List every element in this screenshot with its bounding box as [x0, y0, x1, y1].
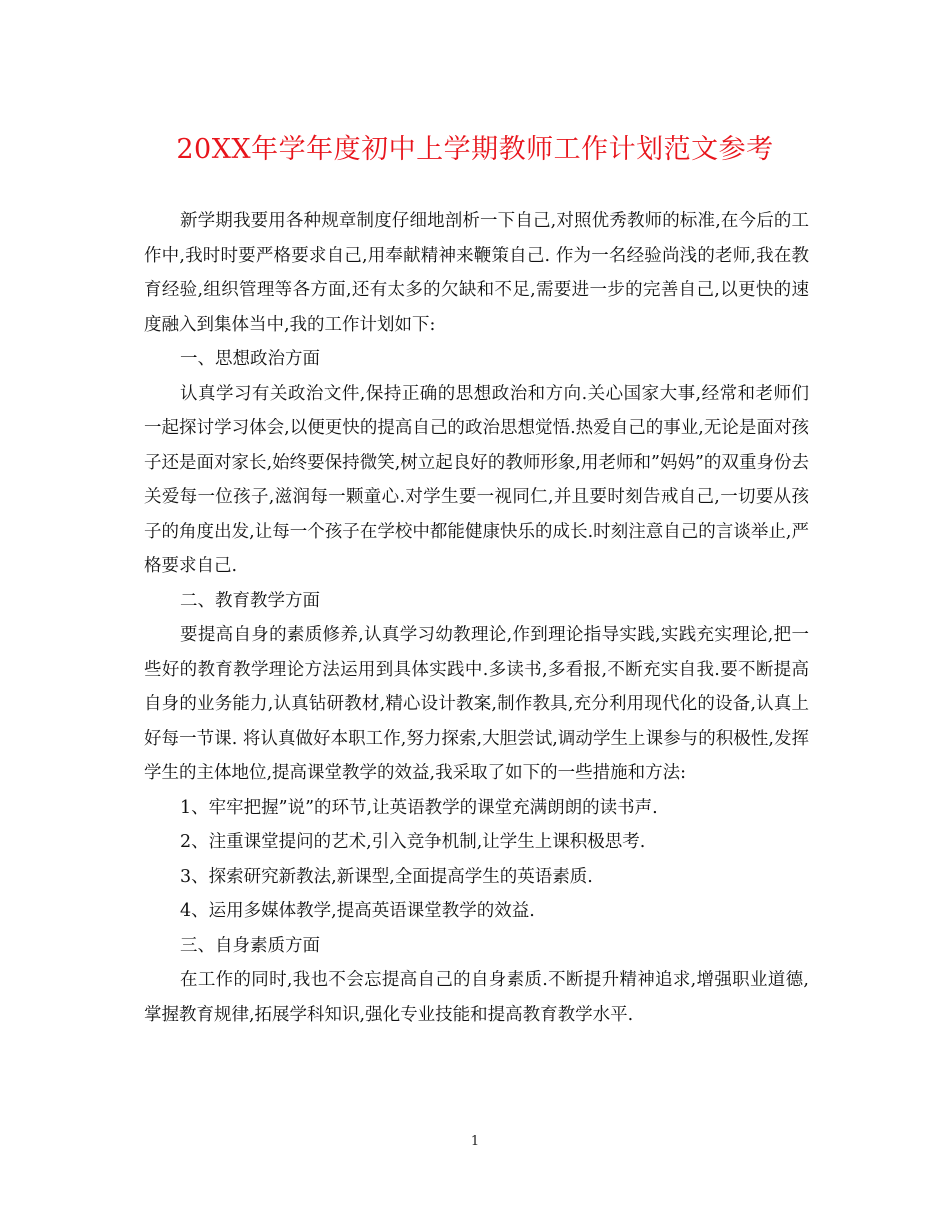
- document-title: 20XX年学年度初中上学期教师工作计划范文参考: [176, 134, 774, 165]
- list-item-1: 1、牢牢把握”说”的环节,让英语教学的课堂充满朗朗的读书声.: [180, 797, 658, 818]
- list-item-4: 4、运用多媒体教学,提高英语课堂教学的效益.: [180, 901, 535, 921]
- list-item-3: 3、探索研究新教法,新课型,全面提高学生的英语素质.: [180, 866, 593, 887]
- paragraph-self: 在工作的同时,我也不会忘提高自己的自身素质.不断提升精神追求,增强职业道德,掌握教育规律,拓展学科知识,强化专业技能和提高教育教学水平.: [144, 970, 809, 1025]
- section-heading-political: 一、思想政治方面: [180, 349, 320, 369]
- paragraph-political: 认真学习有关政治文件,保持正确的思想政治和方向.关心国家大事,经常和老师们一起探讨学习体会,以便更快的提高自己的政治思想觉悟.热爱自己的事业,无论是面对孩子还是面对家长,始终要保持微笑,树立起良好的教师形象,用老师和”妈妈”的双重身份去关爱每一位孩子,滋润每一颗童心.对学生要一视同仁,并且要时刻告戒自己,一切要从孩子的角度出发,让每一个孩子在学校中都能健康快乐的成长.时刻注意自己的言谈举止,严格要求自己.: [144, 383, 809, 576]
- section-heading-teaching: 二、教育教学方面: [180, 590, 320, 611]
- paragraph-teaching: 要提高自身的素质修养,认真学习幼教理论,作到理论指导实践,实践充实理论,把一些好的教育教学理论方法运用到具体实践中.多读书,多看报,不断充实自我.要不断提高自身的业务能力,认真钻研教材,精心设计教案,制作教具,充分利用现代化的设备,认真上好每一节课. 将认真做好本职工作,努力探索,大胆尝试,调动学生上课参与的积极性,发挥学生的主体地位,提高课堂教学的效益,我采取了如下的一些措施和方法:: [144, 625, 809, 783]
- list-item-2: 2、注重课堂提问的艺术,引入竞争机制,让学生上课积极思考.: [180, 832, 646, 852]
- paragraph-intro: 新学期我要用各种规章制度仔细地剖析一下自己,对照优秀教师的标准,在今后的工作中,我时时要严格要求自己,用奉献精神来鞭策自己. 作为一名经验尚浅的老师,我在教育经验,组织管理等各方面,还有太多的欠缺和不足,需要进一步的完善自己,以更快的速度融入到集体当中,我的工作计划如下:: [144, 211, 809, 335]
- page-number: 1: [470, 1134, 480, 1149]
- section-heading-self: 三、自身素质方面: [180, 935, 320, 956]
- document-body: [144, 204, 809, 1032]
